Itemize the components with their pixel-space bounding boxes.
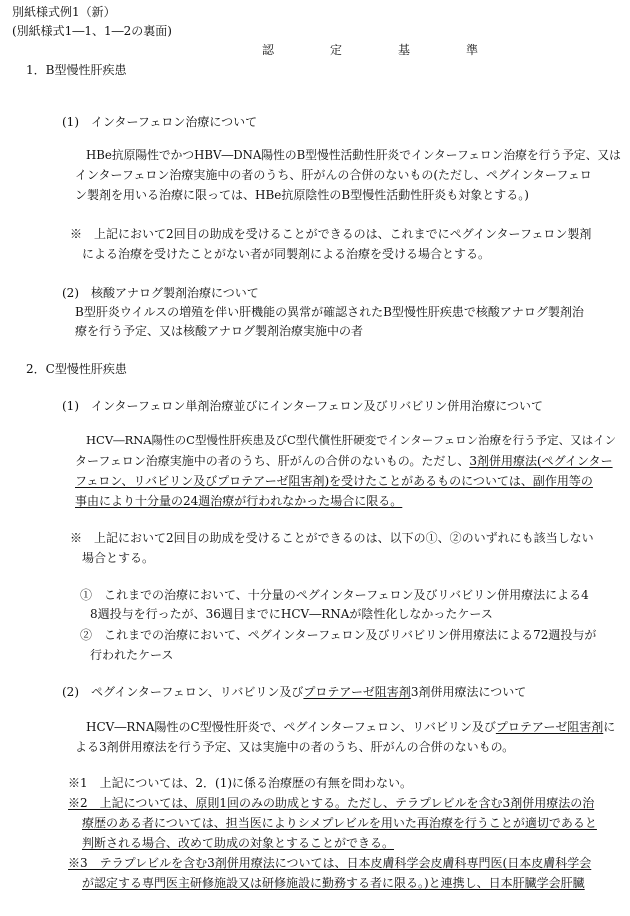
section-2-1-note-line: 場合とする。 xyxy=(82,551,155,565)
form-reference: (別紙様式1―1、1―2の裏面) xyxy=(12,24,172,38)
form-id: 別紙様式例1（新） xyxy=(12,5,116,19)
section-1-1-text-line: HBe抗原陽性でかつHBV―DNA陽性のB型慢性活動性肝炎でインターフェロン治療を行う予定、又は xyxy=(86,148,621,162)
section-2-1-note-line: ※ 上記において2回目の助成を受けることができるのは、以下の①、②のいずれにも該当しない xyxy=(70,531,594,545)
note-3-line: が認定する専門医主研修施設又は研修施設に勤務する者に限る。)と連携し、日本肝臓学会肝臓 xyxy=(82,876,585,890)
exclusion-case-1-line: ① これまでの治療において、十分量のペグインターフェロン及びリバビリン併用療法による4 xyxy=(80,588,589,602)
section-2-2-text-segment: に xyxy=(603,720,616,734)
section-1-heading: 1．B型慢性肝疾患 xyxy=(26,63,127,77)
exclusion-case-1-line: 8週投与を行ったが、36週目までにHCV―RNAが陰性化しなかったケース xyxy=(90,607,493,621)
section-2-1-text-line: HCV―RNA陽性のC型慢性肝疾患及びC型代償性肝硬変でインターフェロン治療を行う予定、又はイン xyxy=(86,433,617,447)
section-1-2-heading: (2) 核酸アナログ製剤治療について xyxy=(62,286,259,300)
note-2-line: 判断される場合、改めて助成の対象とすることができる。 xyxy=(82,836,395,850)
section-1-2-text-line: B型肝炎ウイルスの増殖を伴い肝機能の異常が確認されたB型慢性肝疾患で核酸アナログ製剤治 xyxy=(75,305,584,319)
section-2-2-heading-underlined: プロテアーゼ阻害剤 xyxy=(303,685,411,699)
section-2-1-text-segment: ターフェロン治療実施中の者のうち、肝がんの合併のないもの。ただし、 xyxy=(75,454,470,468)
section-1-1-text-line: ン製剤を用いる治療に限っては、HBe抗原陰性のB型慢性活動性肝炎も対象とする。) xyxy=(75,188,529,202)
section-2-2-underlined-segment: プロテアーゼ阻害剤 xyxy=(495,720,604,734)
section-2-1-heading: (1) インターフェロン単剤治療並びにインターフェロン及びリバビリン併用治療について xyxy=(62,399,544,413)
section-2-heading: 2．C型慢性肝疾患 xyxy=(26,362,127,376)
section-2-2-text-line: よる3剤併用療法を行う予定、又は実施中の者のうち、肝がんの合併のないもの。 xyxy=(75,740,515,754)
section-2-2-text-segment: HCV―RNA陽性のC型慢性肝炎で、ペグインターフェロン、リバビリン及び xyxy=(86,720,496,734)
section-1-2-text-line: 療を行う予定、又は核酸アナログ製剤治療実施中の者 xyxy=(75,324,364,338)
section-2-1-underlined-line: 事由により十分量の24週治療が行われなかった場合に限る。 xyxy=(75,494,403,508)
section-2-1-underlined-segment: 3剤併用療法(ペグインター xyxy=(469,454,613,468)
section-1-1-note-line: による治療を受けたことがない者が同製剤による治療を受ける場合とする。 xyxy=(82,247,491,261)
exclusion-case-2-line: ② これまでの治療において、ペグインターフェロン及びリバビリン併用療法による72週投与が xyxy=(80,628,597,642)
note-3-line: ※3 テラプレビルを含む3剤併用療法については、日本皮膚科学会皮膚科専門医(日本皮膚科学会 xyxy=(68,856,592,870)
section-2-1-underlined-line: フェロン、リバビリン及びプロテアーゼ阻害剤)を受けたことがあるものについては、副作用等の xyxy=(75,474,593,488)
section-2-2-text-line xyxy=(86,719,615,735)
exclusion-case-2-line: 行われたケース xyxy=(90,648,174,662)
section-1-1-note-line: ※ 上記において2回目の助成を受けることができるのは、これまでにペグインターフェロン製剤 xyxy=(70,227,592,241)
section-2-2-heading-segment: (2) ペグインターフェロン、リバビリン及び xyxy=(62,685,304,699)
note-2-line: ※2 上記については、原則1回のみの助成とする。ただし、テラプレビルを含む3剤併用療法の治 xyxy=(68,796,595,810)
document-title: 認 定 基 準 xyxy=(262,43,501,57)
section-1-1-text-line: インターフェロン治療実施中の者のうち、肝がんの合併のないもの(ただし、ペグインターフェロ xyxy=(75,168,592,182)
section-1-1-heading: (1) インターフェロン治療について xyxy=(62,115,258,129)
section-2-2-heading-segment: 3剤併用療法について xyxy=(410,685,527,699)
note-1-line: ※1 上記については、2．(1)に係る治療歴の有無を問わない。 xyxy=(68,776,413,790)
note-2-line: 療歴のある者については、担当医によりシメプレビルを用いた再治療を行うことが適切であると xyxy=(82,816,597,830)
section-2-2-heading xyxy=(62,684,526,700)
section-2-1-text-line xyxy=(75,453,613,469)
